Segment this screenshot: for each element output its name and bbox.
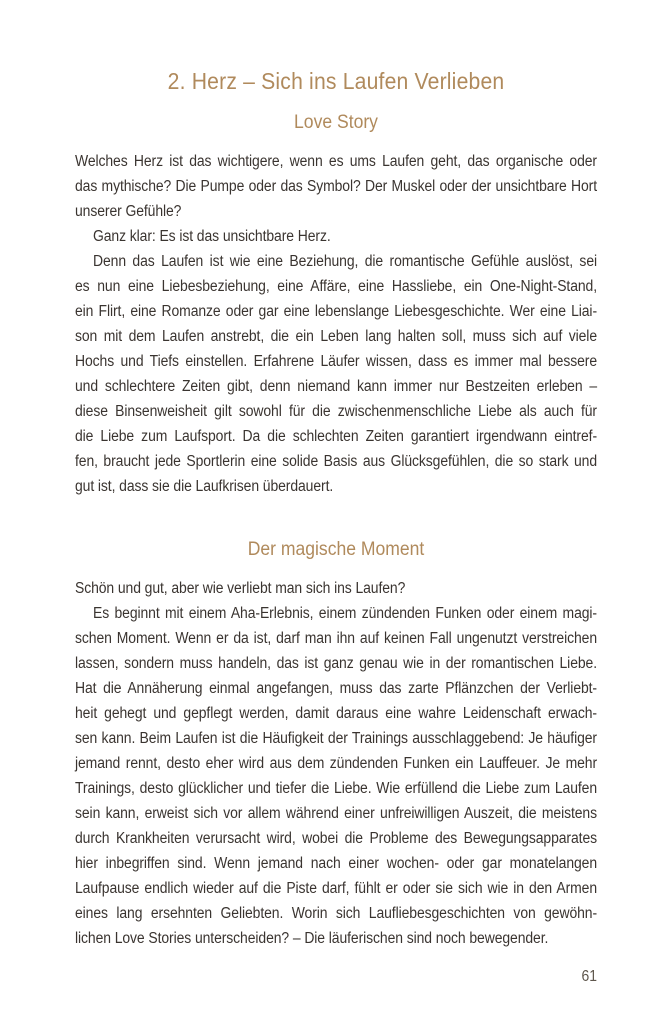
text-line: sein kann, erweist sich vor allem während einer unfreiwilligen Auszeit, die meistens	[75, 805, 597, 822]
text-line: durch Krankheiten verursacht wird, wobei die Probleme des Bewegungsapparates	[75, 830, 597, 847]
text-line: Welches Herz ist das wichtigere, wenn es ums Laufen geht, das organische oder	[75, 153, 597, 170]
text-line: son mit dem Laufen anstrebt, die ein Leben lang halten soll, muss sich auf viele	[75, 328, 597, 345]
text-line: lassen, sondern muss handeln, das ist ganz genau wie in der romantischen Liebe.	[75, 655, 597, 672]
text-block	[75, 66, 597, 987]
text-line: jemand rennt, desto eher wird aus dem zündenden Funken ein Lauffeuer. Je mehr	[75, 755, 597, 772]
paragraph	[75, 576, 597, 601]
paragraph	[75, 601, 597, 951]
text-line: das mythische? Die Pumpe oder das Symbol? Der Muskel oder der unsichtbare Hort	[75, 178, 597, 195]
paragraph	[75, 249, 597, 499]
text-line: es nun eine Liebesbeziehung, eine Affäre, eine Hassliebe, ein One-Night-Stand,	[75, 278, 597, 295]
text-line: fen, braucht jede Sportlerin eine solide Basis aus Glücksgefühlen, die so stark und	[75, 453, 597, 470]
text-line: heit gehegt und gepflegt werden, damit daraus eine wahre Leidenschaft erwach-	[75, 705, 597, 722]
page-number: 61	[581, 968, 597, 985]
text-line: unserer Gefühle?	[75, 203, 182, 220]
text-line: diese Binsenweisheit gilt sowohl für die zwischenmenschliche Liebe als auch für	[75, 403, 597, 420]
section-heading: Der magische Moment	[247, 538, 425, 560]
text-line: lichen Love Stories unterscheiden? – Die läuferischen sind noch bewegender.	[75, 930, 549, 947]
text-line: Hochs und Tiefs einstellen. Erfahrene Läufer wissen, dass es immer mal bessere	[75, 353, 597, 370]
text-line: Laufpause endlich wieder auf die Piste darf, fühlt er oder sie sich wie in den Armen	[75, 880, 597, 897]
text-line: hier inbegriffen sind. Wenn jemand nach einer wochen- oder gar monatelangen	[75, 855, 597, 872]
text-line: Hat die Annäherung einmal angefangen, muss das zarte Pflänzchen der Verliebt-	[75, 680, 597, 697]
chapter-title: 2. Herz – Sich ins Laufen Verlieben	[167, 68, 505, 94]
section-heading: Love Story	[294, 111, 378, 133]
text-line: Ganz klar: Es ist das unsichtbare Herz.	[93, 228, 331, 245]
text-line: Denn das Laufen ist wie eine Beziehung, die romantische Gefühle auslöst, sei	[93, 253, 597, 270]
text-line: Schön und gut, aber wie verliebt man sich ins Laufen?	[75, 580, 406, 597]
text-line: Es beginnt mit einem Aha-Erlebnis, einem zündenden Funken oder einem magi-	[93, 605, 597, 622]
text-line: eines lang ersehnten Geliebten. Worin sich Laufliebesgeschichten von gewöhn-	[75, 905, 597, 922]
paragraph	[75, 149, 597, 224]
text-line: sen kann. Beim Laufen ist die Häufigkeit der Trainings ausschlaggebend: Je häufiger	[75, 730, 597, 747]
text-line: die Liebe zum Laufsport. Da die schlechten Zeiten garantiert irgendwann eintref-	[75, 428, 597, 445]
text-line: Trainings, desto glücklicher und tiefer die Liebe. Wie erfüllend die Liebe zum Laufen	[75, 780, 597, 797]
paragraph	[75, 224, 597, 249]
text-line: und schlechtere Zeiten gibt, denn niemand kann immer nur Bestzeiten erleben –	[75, 378, 597, 395]
text-line: ein Flirt, eine Romanze oder gar eine lebenslange Liebesgeschichte. Wer eine Liai-	[75, 303, 597, 320]
text-line: gut ist, dass sie die Laufkrisen überdauert.	[75, 478, 334, 495]
page-content	[75, 110, 597, 951]
text-line: schen Moment. Wenn er da ist, darf man ihn auf keinen Fall ungenutzt verstreichen	[75, 630, 597, 647]
